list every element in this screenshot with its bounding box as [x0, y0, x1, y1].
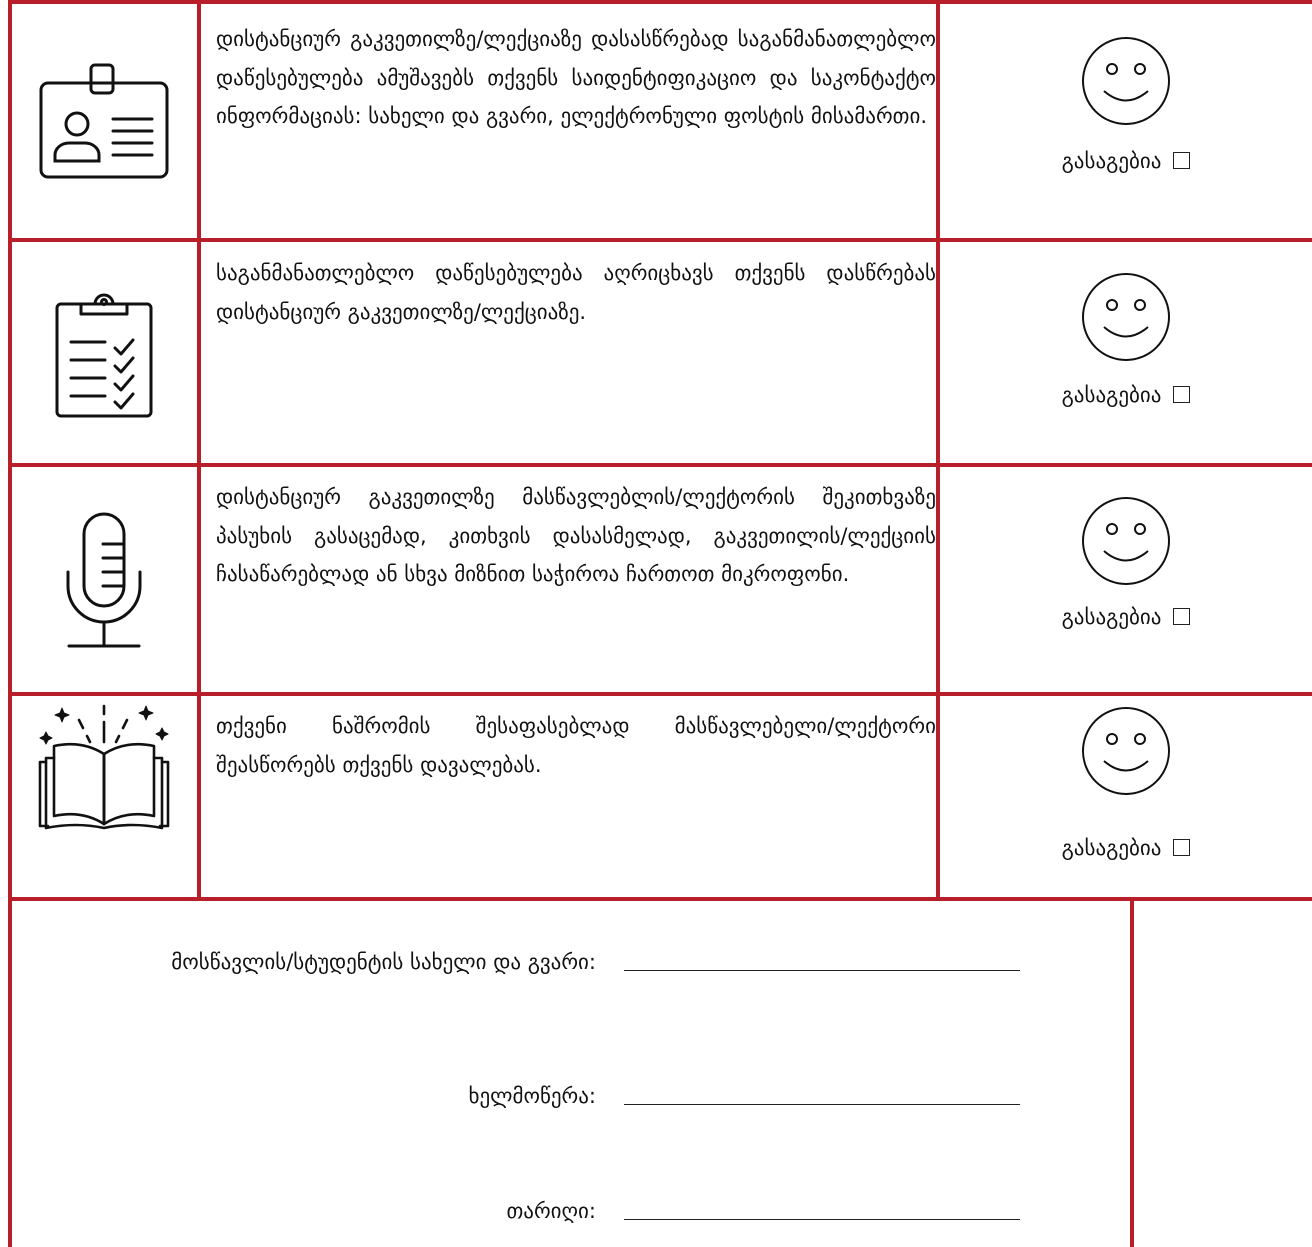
understood-option[interactable] — [940, 605, 1312, 629]
understood-option[interactable] — [940, 836, 1312, 860]
signature-border-right — [1130, 897, 1134, 1247]
student-name-label: მოსწავლის/სტუდენტის სახელი და გვარი: — [171, 950, 596, 974]
understood-label: გასაგებია — [1061, 149, 1162, 173]
understood-option[interactable] — [940, 383, 1312, 407]
signature-label: ხელმოწერა: — [468, 1084, 596, 1108]
row-4-text: თქვენი ნაშრომის შესაფასებლად მასწავლებელი/ლექტორი შეასწორებს თქვენს დავალებას. — [216, 714, 936, 777]
signature-field[interactable] — [624, 1104, 1020, 1105]
clipboard-checklist-icon — [49, 286, 159, 420]
student-name-field[interactable] — [624, 970, 1020, 971]
understood-checkbox[interactable] — [1173, 608, 1190, 625]
understood-checkbox[interactable] — [1173, 839, 1190, 856]
row-2-icon-cell — [10, 242, 198, 463]
understood-option[interactable] — [940, 149, 1312, 173]
row-3-icon-cell — [10, 467, 198, 692]
smiley-icon — [1081, 706, 1171, 796]
id-badge-icon — [34, 61, 174, 181]
row-3-status-cell — [940, 467, 1312, 692]
understood-label: გასაგებია — [1061, 383, 1162, 407]
row-1-icon-cell — [10, 4, 198, 238]
date-field[interactable] — [624, 1219, 1020, 1220]
smiley-icon — [1081, 496, 1171, 586]
understood-label: გასაგებია — [1061, 605, 1162, 629]
row-3-text: დისტანციურ გაკვეთილზე მასწავლებლის/ლექტორის შეკითხვაზე პასუხის გასაცემად, კითხვის დასასმელად, გაკვეთილის/ლექციის ჩასაწარებლად ან სხვა მიზნით საჭიროა ჩართოთ მიკროფონი. — [216, 485, 936, 586]
row-2-status-cell — [940, 242, 1312, 463]
understood-label: გასაგებია — [1061, 836, 1162, 860]
row-1-text: დისტანციურ გაკვეთილზე/ლექციაზე დასასწრებად საგანმანათლებლო დაწესებულება ამუშავებს თქვენს საიდენტიფიკაციო და საკონტაქტო ინფორმაციას: სახელი და გვარი, ელექტრონული ფოსტის მისამართი. — [216, 27, 936, 128]
smiley-icon — [1081, 272, 1171, 362]
row-4-status-cell — [940, 696, 1312, 897]
row-2-text: საგანმანათლებლო დაწესებულება აღრიცხავს თქვენს დასწრებას დისტანციურ გაკვეთილზე/ლექციაზე. — [216, 261, 936, 324]
understood-checkbox[interactable] — [1173, 152, 1190, 169]
open-book-sparkles-icon — [34, 702, 174, 836]
smiley-icon — [1081, 36, 1171, 126]
microphone-icon — [57, 510, 151, 650]
table-border-row-4 — [8, 897, 1312, 901]
understood-checkbox[interactable] — [1173, 386, 1190, 403]
row-1-status-cell — [940, 4, 1312, 238]
date-label: თარიღი: — [506, 1199, 596, 1223]
row-4-icon-cell — [10, 696, 198, 897]
